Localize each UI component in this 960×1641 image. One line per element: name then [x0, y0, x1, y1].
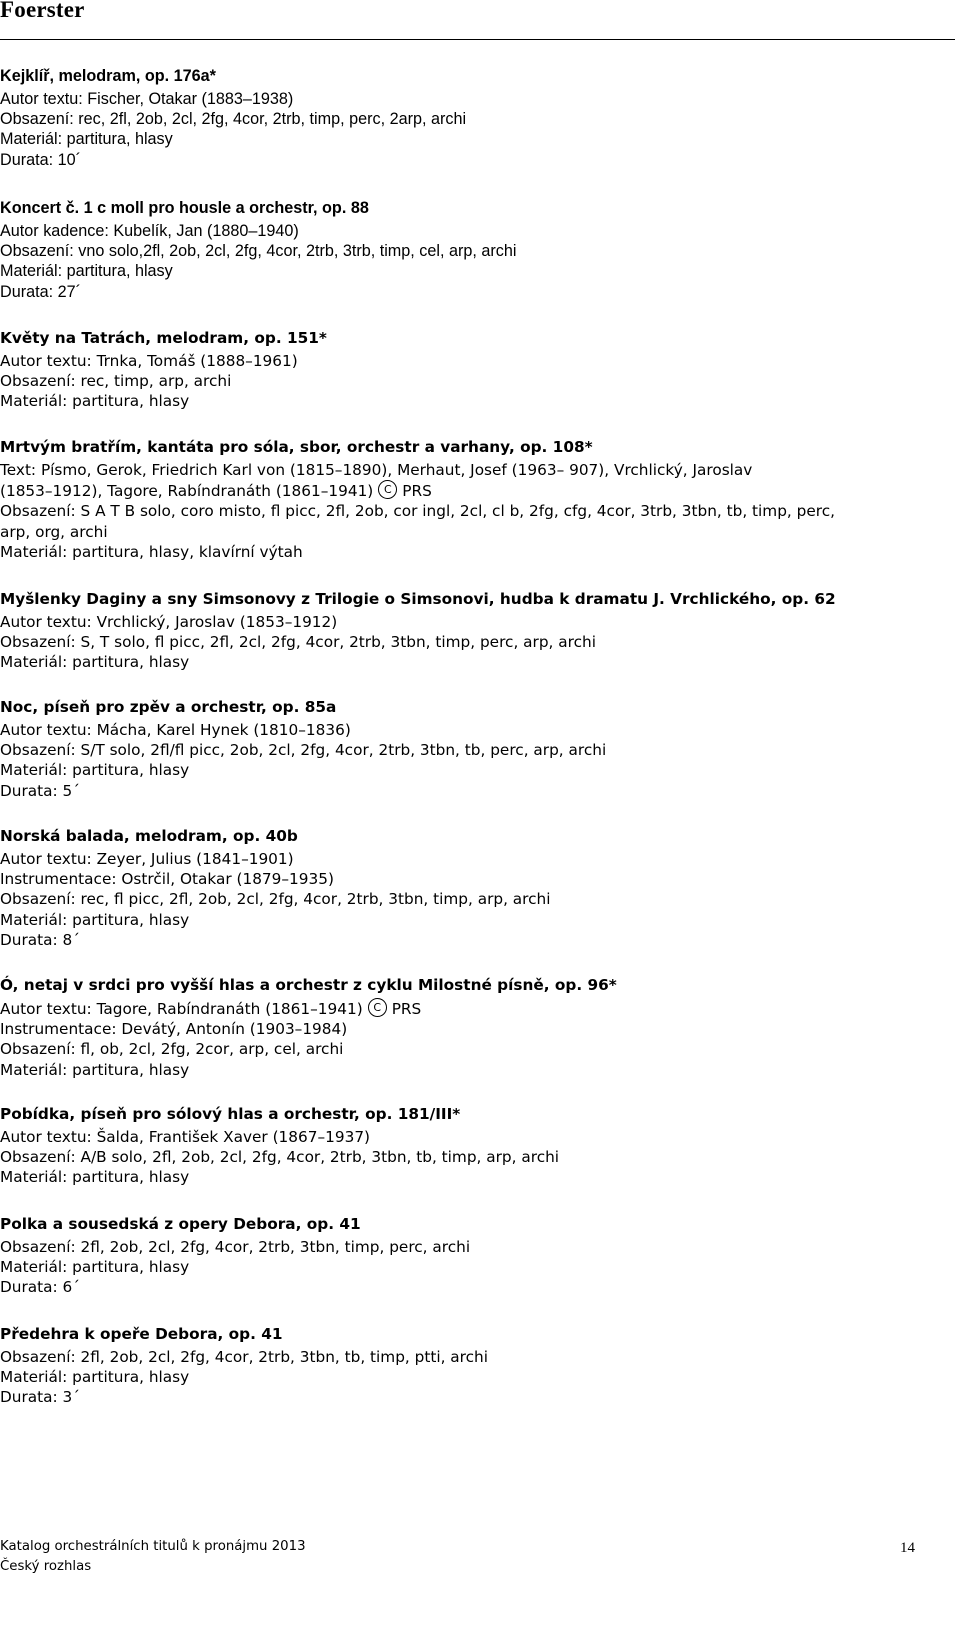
entry-instrumentation: Instrumentace: Ostrčil, Otakar (1879–1935): [0, 870, 334, 889]
entry-material: Materiál: partitura, hlasy, klavírní výtah: [0, 542, 303, 561]
entry-material: Materiál: partitura, hlasy: [0, 1368, 190, 1387]
entry-title: Myšlenky Daginy a sny Simsonovy z Trilogie o Simsonovi, hudba k dramatu J. Vrchlického, op. 62: [0, 590, 836, 608]
page-footer: [0, 1537, 306, 1577]
entry-material: Materiál: partitura, hlasy: [0, 1060, 190, 1079]
entry-text-author: Autor textu: Trnka, Tomáš (1888–1961): [0, 352, 298, 370]
entry-material: Materiál: partitura, hlasy: [0, 130, 173, 149]
entry-text-author: Autor textu: Vrchlický, Jaroslav (1853–1912): [0, 613, 338, 631]
entry-scoring: Obsazení: rec, timp, arp, archi: [0, 372, 232, 391]
entry-scoring: Obsazení: A/B solo, 2fl, 2ob, 2cl, 2fg, 4cor, 2trb, 3tbn, tb, timp, arp, archi: [0, 1148, 560, 1167]
entry-title: Ó, netaj v srdci pro vyšší hlas a orchestr z cyklu Milostné písně, op. 96*: [0, 976, 617, 994]
entry-material: Materiál: partitura, hlasy: [0, 761, 190, 780]
entry-title: Noc, píseň pro zpěv a orchestr, op. 85a: [0, 698, 337, 716]
entry-material: Materiál: partitura, hlasy: [0, 1168, 190, 1187]
catalog-entry: [0, 66, 955, 170]
footer-catalog-name: Katalog orchestrálních titulů k pronájmu 2013: [0, 1539, 306, 1554]
entry-duration: Durata: 27´: [0, 282, 81, 301]
entry-text-author-text: Autor textu: Tagore, Rabíndranáth (1861–1941): [0, 1000, 363, 1018]
catalog-entry: [0, 437, 955, 562]
catalog-entry: [0, 1324, 955, 1408]
entry-scoring: Obsazení: S A T B solo, coro misto, fl picc, 2fl, 2ob, cor ingl, 2cl, cl b, 2fg, cfg, 4cor, 3trb, 3tbn, tb, timp, perc,: [0, 502, 835, 521]
entry-duration: Durata: 10´: [0, 150, 81, 169]
entry-scoring: Obsazení: vno solo,2fl, 2ob, 2cl, 2fg, 4cor, 2trb, 3trb, timp, cel, arp, archi: [0, 242, 517, 261]
entry-material: Materiál: partitura, hlasy: [0, 262, 173, 281]
entry-title: Kejklíř, melodram, op. 176a*: [0, 67, 216, 85]
entry-duration: Durata: 5´: [0, 781, 80, 800]
entry-material: Materiál: partitura, hlasy: [0, 910, 190, 929]
page-number: 14: [900, 1540, 915, 1556]
entry-text-author: Autor textu: Šalda, František Xaver (1867–1937): [0, 1128, 371, 1146]
page-header: [0, 0, 960, 38]
entry-text-author: Autor textu: Fischer, Otakar (1883–1938): [0, 90, 294, 108]
entry-text-authors: Text: Písmo, Gerok, Friedrich Karl von (1815–1890), Merhaut, Josef (1963– 907), Vrchlický, Jaroslav: [0, 461, 753, 479]
catalog-entry: [0, 328, 955, 412]
entry-duration: Durata: 3´: [0, 1388, 80, 1407]
footer-publisher: Český rozhlas: [0, 1559, 92, 1574]
entry-material: Materiál: partitura, hlasy: [0, 1258, 190, 1277]
entry-material: Materiál: partitura, hlasy: [0, 392, 190, 411]
entry-scoring: Obsazení: S/T solo, 2fl/fl picc, 2ob, 2cl, 2fg, 4cor, 2trb, 3tbn, tb, perc, arp, archi: [0, 741, 607, 760]
entry-instrumentation: Instrumentace: Devátý, Antonín (1903–1984): [0, 1020, 348, 1039]
entry-title: Mrtvým bratřím, kantáta pro sóla, sbor, orchestr a varhany, op. 108*: [0, 438, 593, 456]
catalog-entry: [0, 1214, 955, 1298]
catalog-entry: [0, 975, 955, 1080]
entry-title: Květy na Tatrách, melodram, op. 151*: [0, 329, 327, 347]
entry-duration: Durata: 8´: [0, 930, 80, 949]
catalog-entry: [0, 826, 955, 950]
entry-scoring: Obsazení: 2fl, 2ob, 2cl, 2fg, 4cor, 2trb, 3tbn, timp, perc, archi: [0, 1238, 471, 1256]
entry-scoring: Obsazení: rec, 2fl, 2ob, 2cl, 2fg, 4cor, 2trb, timp, perc, 2arp, archi: [0, 110, 467, 129]
entry-duration: Durata: 6´: [0, 1278, 80, 1297]
entry-title: Polka a sousedská z opery Debora, op. 41: [0, 1215, 361, 1233]
entry-title: Pobídka, píseň pro sólový hlas a orchestr, op. 181/III*: [0, 1105, 461, 1123]
header-divider: [0, 39, 955, 40]
copyright-icon: [378, 480, 397, 499]
entry-text-author: Autor textu: Mácha, Karel Hynek (1810–1836): [0, 721, 351, 739]
copyright-agency: PRS: [402, 482, 432, 501]
entry-scoring: Obsazení: rec, fl picc, 2fl, 2ob, 2cl, 2fg, 4cor, 2trb, 3tbn, timp, arp, archi: [0, 890, 551, 909]
entry-material: Materiál: partitura, hlasy: [0, 653, 190, 672]
catalog-entry: [0, 1104, 955, 1188]
entry-scoring: Obsazení: 2fl, 2ob, 2cl, 2fg, 4cor, 2trb, 3tbn, tb, timp, ptti, archi: [0, 1348, 488, 1366]
copyright-icon: [368, 998, 387, 1017]
entry-scoring-cont: arp, org, archi: [0, 522, 108, 541]
entry-scoring: Obsazení: S, T solo, fl picc, 2fl, 2cl, 2fg, 4cor, 2trb, 3tbn, timp, perc, arp, archi: [0, 633, 596, 652]
entry-text-authors-cont: [0, 480, 955, 501]
catalog-entry: [0, 697, 955, 801]
catalog-entry: [0, 198, 955, 302]
entry-title: Norská balada, melodram, op. 40b: [0, 827, 298, 845]
entry-title: Předehra k opeře Debora, op. 41: [0, 1325, 283, 1343]
entry-text-authors-cont-text: (1853–1912), Tagore, Rabíndranáth (1861–1941): [0, 482, 374, 501]
entry-title: Koncert č. 1 c moll pro housle a orchestr, op. 88: [0, 199, 369, 217]
catalog-entry: [0, 589, 955, 673]
copyright-agency: PRS: [391, 1000, 422, 1018]
entry-cadenza-author: Autor kadence: Kubelík, Jan (1880–1940): [0, 222, 299, 240]
entry-text-author: Autor textu: Zeyer, Julius (1841–1901): [0, 850, 294, 868]
entry-scoring: Obsazení: fl, ob, 2cl, 2fg, 2cor, arp, cel, archi: [0, 1040, 344, 1059]
page-title: Foerster: [0, 0, 85, 22]
entry-text-author: [0, 998, 955, 1019]
